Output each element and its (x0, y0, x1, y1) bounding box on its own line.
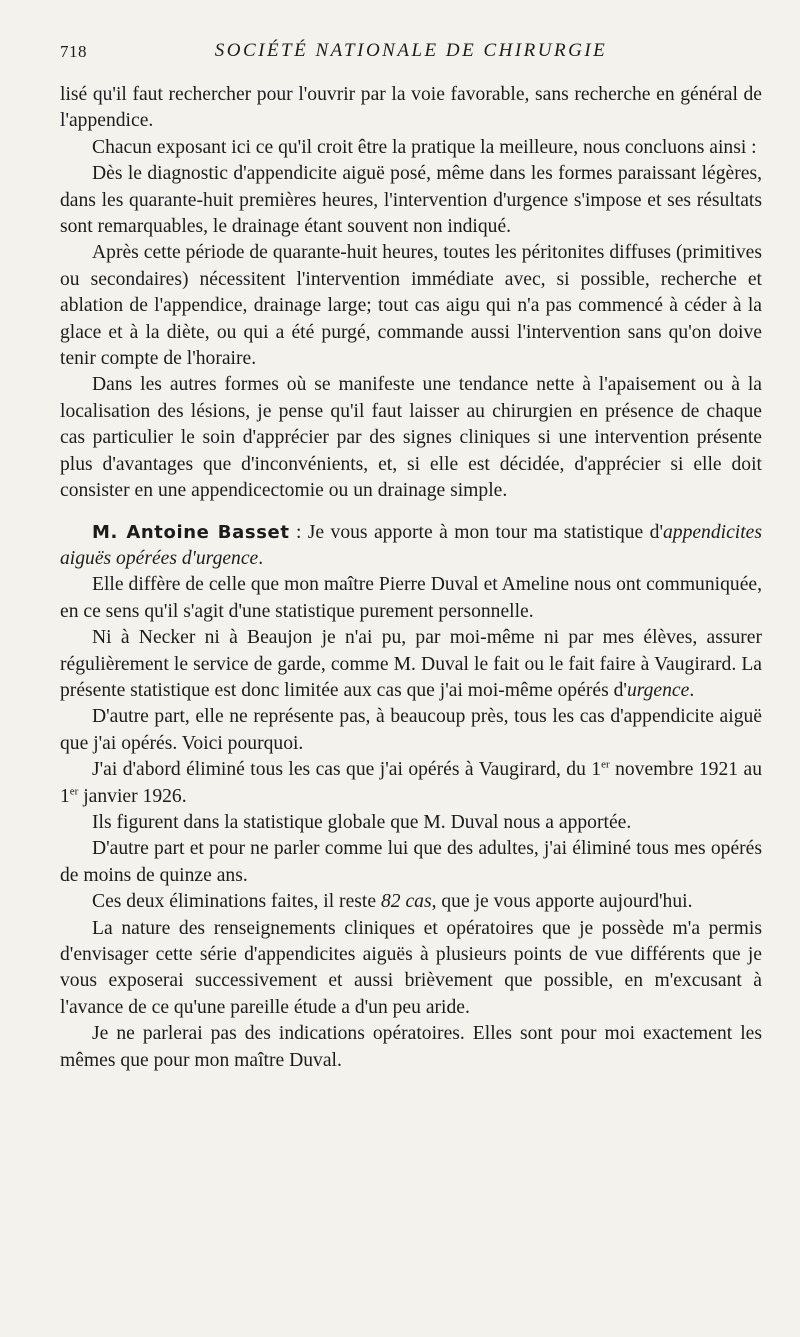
paragraph: Elle diffère de celle que mon maître Pierre Duval et Ameline nous ont communiquée, en ce sens qu'il s'agit d'une statistique purement personnelle. (60, 574, 762, 622)
text-run: : Je vous apporte à mon tour ma statistique (289, 521, 650, 543)
superscript: er (69, 785, 79, 798)
text-run: . (689, 679, 695, 701)
paragraph: lisé qu'il faut rechercher pour l'ouvrir par la voie favorable, sans recherche en général de l'appendice. (60, 84, 762, 132)
paragraph: D'autre part, elle ne représente pas, à beaucoup près, tous les cas d'appendicite aiguë que j'ai opérés. Voici pourquoi. (60, 706, 762, 754)
page-header (60, 40, 762, 68)
text-run: J'ai d'abord éliminé tous les cas que j'ai opérés à Vaugirard, du 1 (92, 759, 602, 781)
paragraph: Après cette période de quarante-huit heures, toutes les péritonites diffuses (primitives ou secondaires) nécessitent l'intervention immédiate avec, si possible, recherche et ablation de l'appendice, drainage large; tout cas aigu qui n'a pas commencé à céder à la glace et à la diète, ou qui a été purgé, commande aussi l'intervention sans qu'on doive tenir compte de l'horaire. (60, 242, 762, 370)
paragraph: Dans les autres formes où se manifeste une tendance nette à l'apaisement ou à la localisation des lésions, je pense qu'il faut laisser au chirurgien en présence de chaque cas particulier le soin d'apprécier par des signes cliniques si une intervention présente plus d'avantages que d'inconvénients, et, si elle est décidée, d'apprécier si elle doit consister en une appendicectomie ou un drainage simple. (60, 374, 762, 502)
paragraph-speaker (60, 520, 762, 573)
paragraph (60, 757, 762, 810)
italic-text: appendicites aiguës opérées d'urgence (60, 521, 762, 569)
text-run: , que je vous apporte aujourd'hui. (431, 891, 693, 913)
italic-text: 82 cas (380, 891, 432, 913)
paragraph: D'autre part et pour ne parler comme lui que des adultes, j'ai éliminé tous mes opérés de moins de quinze ans. (60, 838, 762, 886)
italic-text: urgence (626, 679, 690, 701)
paragraph (60, 625, 762, 704)
text-run: d' (649, 521, 663, 543)
text-run: janvier 1926. (78, 785, 187, 807)
paragraph: Ils figurent dans la statistique globale que M. Duval nous a apportée. (92, 811, 632, 833)
text-run: Ces deux éliminations faites, il reste (92, 891, 381, 913)
paragraph: Dès le diagnostic d'appendicite aiguë posé, même dans les formes paraissant légères, dans les quarante-huit premières heures, l'intervention d'urgence s'impose et ses résultats sont remarquables, le drainage étant souvent non indiqué. (60, 163, 762, 238)
paragraph: Chacun exposant ici ce qu'il croit être la pratique la meilleure, nous concluons ainsi : (92, 136, 757, 158)
superscript: er (601, 758, 610, 771)
speaker-name: M. Antoine Basset (92, 521, 290, 543)
text-run: novembre 1921 au 1 (60, 759, 762, 807)
paragraph: Je ne parlerai pas des indications opératoires. Elles sont pour moi exactement les mêmes que pour mon maître Duval. (60, 1023, 762, 1071)
text-run: Ni à Necker ni à Beaujon je n'ai pu, par moi-même ni par mes élèves, assurer régulièrement le service de garde, comme M. Duval le fait ou le fait faire à Vaugirard. La présente statistique est donc limitée aux cas que j'ai moi-même opérés d' (60, 627, 762, 701)
paragraph (60, 889, 762, 915)
document-body (60, 82, 762, 1074)
running-title: SOCIÉTÉ NATIONALE DE CHIRURGIE (214, 40, 608, 61)
paragraph: La nature des renseignements cliniques et opératoires que je possède m'a permis d'envisager cette série d'appendicites aiguës à plusieurs points de vue différents que je vous exposerai successivement et aussi brièvement que possible, en m'excusant à l'avance de ce qu'une pareille étude a d'un peu aride. (60, 917, 762, 1018)
page-number: 718 (60, 42, 87, 61)
text-run: . (258, 547, 264, 569)
document-page (60, 40, 762, 1074)
